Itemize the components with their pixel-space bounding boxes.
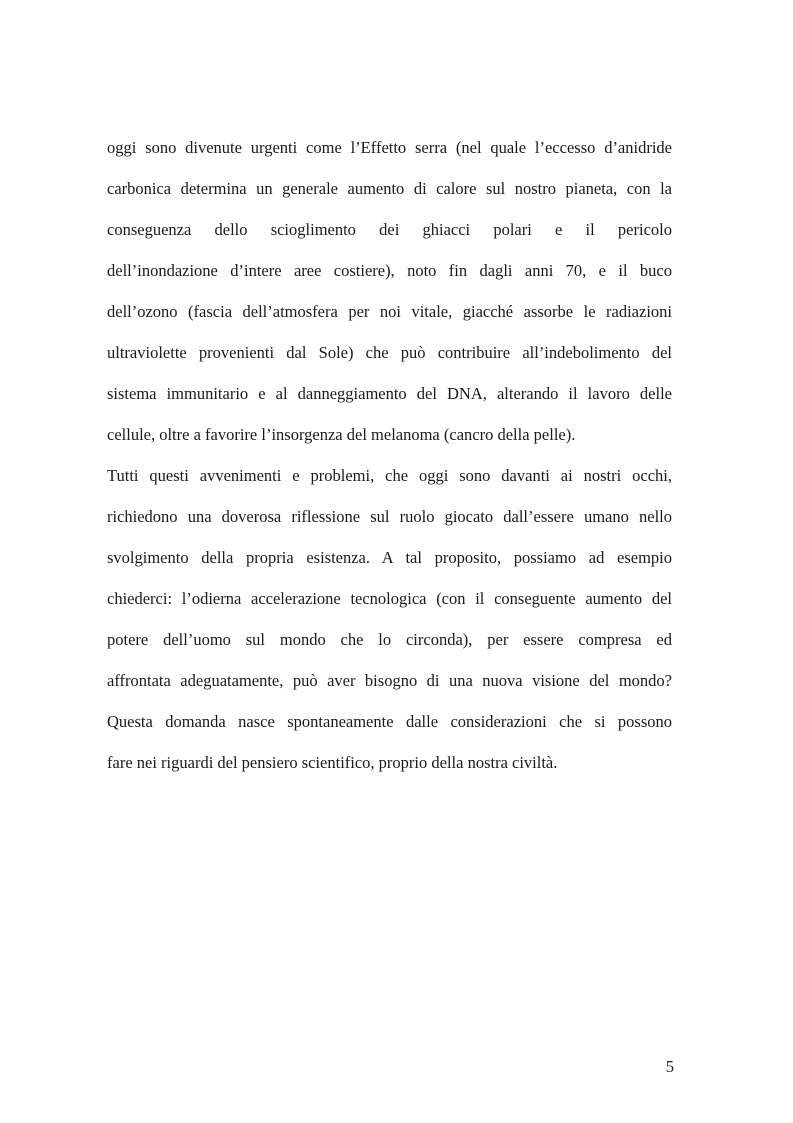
text-line: conseguenza dello scioglimento dei ghiacci polari e il pericolo [107, 220, 672, 239]
page-number: 5 [665, 1057, 674, 1076]
paragraph-2 [107, 466, 672, 794]
text-line: cellule, oltre a favorire l’insorgenza del melanoma (cancro della pelle). [107, 425, 576, 444]
text-line: ultraviolette provenienti dal Sole) che può contribuire all’indebolimento del [107, 343, 672, 362]
text-line: dell’inondazione d’intere aree costiere), noto fin dagli anni 70, e il buco [107, 261, 672, 280]
paragraph-1 [107, 138, 672, 466]
text-line: svolgimento della propria esistenza. A tal proposito, possiamo ad esempio [107, 548, 672, 567]
text-line: carbonica determina un generale aumento di calore sul nostro pianeta, con la [107, 179, 672, 198]
text-line: potere dell’uomo sul mondo che lo circonda), per essere compresa ed [107, 630, 672, 649]
text-line: dell’ozono (fascia dell’atmosfera per noi vitale, giacché assorbe le radiazioni [107, 302, 672, 321]
text-line: affrontata adeguatamente, può aver bisogno di una nuova visione del mondo? [107, 671, 672, 690]
text-line: oggi sono divenute urgenti come l’Effetto serra (nel quale l’eccesso d’anidride [107, 138, 672, 157]
text-line: fare nei riguardi del pensiero scientifico, proprio della nostra civiltà. [107, 753, 558, 772]
body-text [107, 138, 672, 794]
text-line: Questa domanda nasce spontaneamente dalle considerazioni che si possono [107, 712, 672, 731]
text-line: sistema immunitario e al danneggiamento del DNA, alterando il lavoro delle [107, 384, 672, 403]
text-line: chiederci: l’odierna accelerazione tecnologica (con il conseguente aumento del [107, 589, 672, 608]
text-line: richiedono una doverosa riflessione sul ruolo giocato dall’essere umano nello [107, 507, 672, 526]
text-line: Tutti questi avvenimenti e problemi, che oggi sono davanti ai nostri occhi, [107, 466, 672, 485]
